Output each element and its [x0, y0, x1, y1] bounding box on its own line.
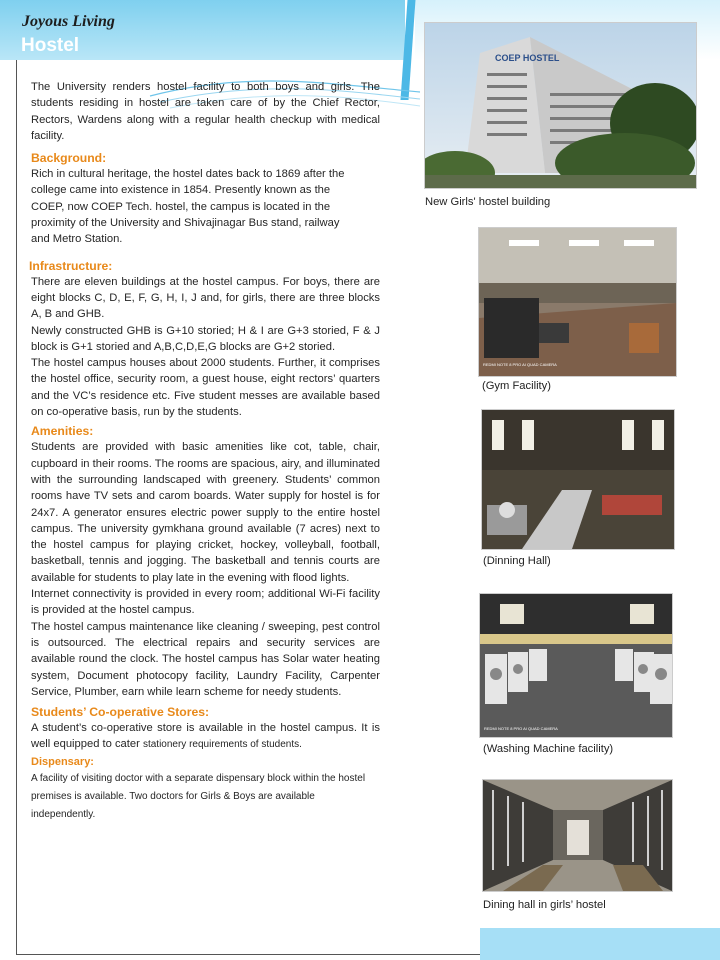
infrastructure-heading: Infrastructure: [29, 258, 113, 273]
frame-left-line [16, 60, 17, 955]
caption-dining: (Dinning Hall) [483, 555, 551, 567]
gym-photo-stamp: REDMI NOTE 8 PRO AI QUAD CAMERA [483, 362, 557, 367]
background-heading: Background: [31, 151, 107, 166]
stores-text-b: stationery requirements of students. [142, 739, 302, 751]
amenities-text-2: Internet connectivity is provided in every room; additional Wi-Fi facility is provided at the hostel campus. [31, 588, 380, 617]
girls-dining-photo [482, 779, 673, 892]
stores-text [31, 720, 380, 754]
page-title: Hostel [21, 35, 80, 56]
amenities-text-3: The hostel campus maintenance like cleaning / sweeping, pest control is outsourced. The electrical repairs and security services are available round the clock. The hostel campus has Solar water heating system, Document photocopy facility, Laundry Facility, Carpenter Service, Plumber, earn while learn scheme for needy students. [31, 620, 380, 698]
text-column [31, 79, 380, 824]
bottom-bar [480, 928, 720, 960]
amenities-heading: Amenities: [31, 424, 94, 439]
dispensary-text: A facility of visiting doctor with a separate dispensary block within the hostel premises is available. Two doctors for Girls & Boys are available independently. [31, 772, 366, 820]
infrastructure-text-1: There are eleven buildings at the hostel campus. For boys, there are eight blocks C, D, E, F, G, H, I, J and, for girls, there are three blocks A, B and GHB. [31, 275, 380, 321]
caption-building: New Girls' hostel building [425, 196, 551, 208]
infrastructure-text-2: Newly constructed GHB is G+10 storied; H & I are G+3 storied, F & J block is G+1 storied and A,B,C,D,E,G blocks are G+2 storied. [31, 324, 380, 353]
dining-hall-photo [481, 409, 675, 550]
stores-heading: Students’ Co-operative Stores: [31, 705, 210, 720]
caption-washing: (Washing Machine facility) [483, 743, 614, 755]
hostel-building-photo [424, 22, 697, 189]
amenities-text-1: Students are provided with basic amenities like cot, table, chair, cupboard in their rooms. The rooms are spacious, airy, and illuminated with the surrounding landscaped with greenery. Students’ common rooms have TV sets and carom boards. Water supply for hostel is for 24x7. A generator ensures electric power supply to the entire hostel campus. The university gymkhana ground available (7 acres) next to the hostel campus for playing cricket, hockey, volleyball, football, basketball, tennis and jogging. The basketball and tennis courts are available for students to play late in the evening with flood lights. [31, 441, 380, 584]
washing-photo-stamp: REDMI NOTE 8 PRO AI QUAD CAMERA [484, 726, 558, 731]
intro-text: The University renders hostel facility to both boys and girls. The students residing in hostel are taken care of by the Chief Rector, Rectors, Wardens along with a regular health checkup with medical facility. [31, 81, 380, 142]
background-text: Rich in cultural heritage, the hostel dates back to 1869 after the college came into existence in 1854. Presently known as the COEP, now COEP Tech. hostel, the campus is located in the proximity of the University and Shivajinagar Bus stand, railway and Metro Station. [31, 168, 345, 246]
gym-photo [478, 227, 677, 377]
washing-machine-photo [479, 593, 673, 738]
dispensary-heading: Dispensary: [31, 755, 94, 768]
infrastructure-text-3: The hostel campus houses about 2000 students. Further, it comprises the hostel office, security room, a guest house, eight rectors’ quarters and the VC’s residence etc. Five student messes are available based on co-operative basis, run by the students. [31, 357, 380, 419]
caption-gym: (Gym Facility) [482, 380, 551, 392]
stores-text-a: A student’s co-operative store is available in the hostel campus. It is well equipped to cater [31, 722, 380, 751]
section-kicker: Joyous Living [22, 13, 115, 30]
building-sign: COEP HOSTEL [495, 53, 560, 63]
caption-girls-dining: Dining hall in girls’ hostel [483, 899, 606, 911]
